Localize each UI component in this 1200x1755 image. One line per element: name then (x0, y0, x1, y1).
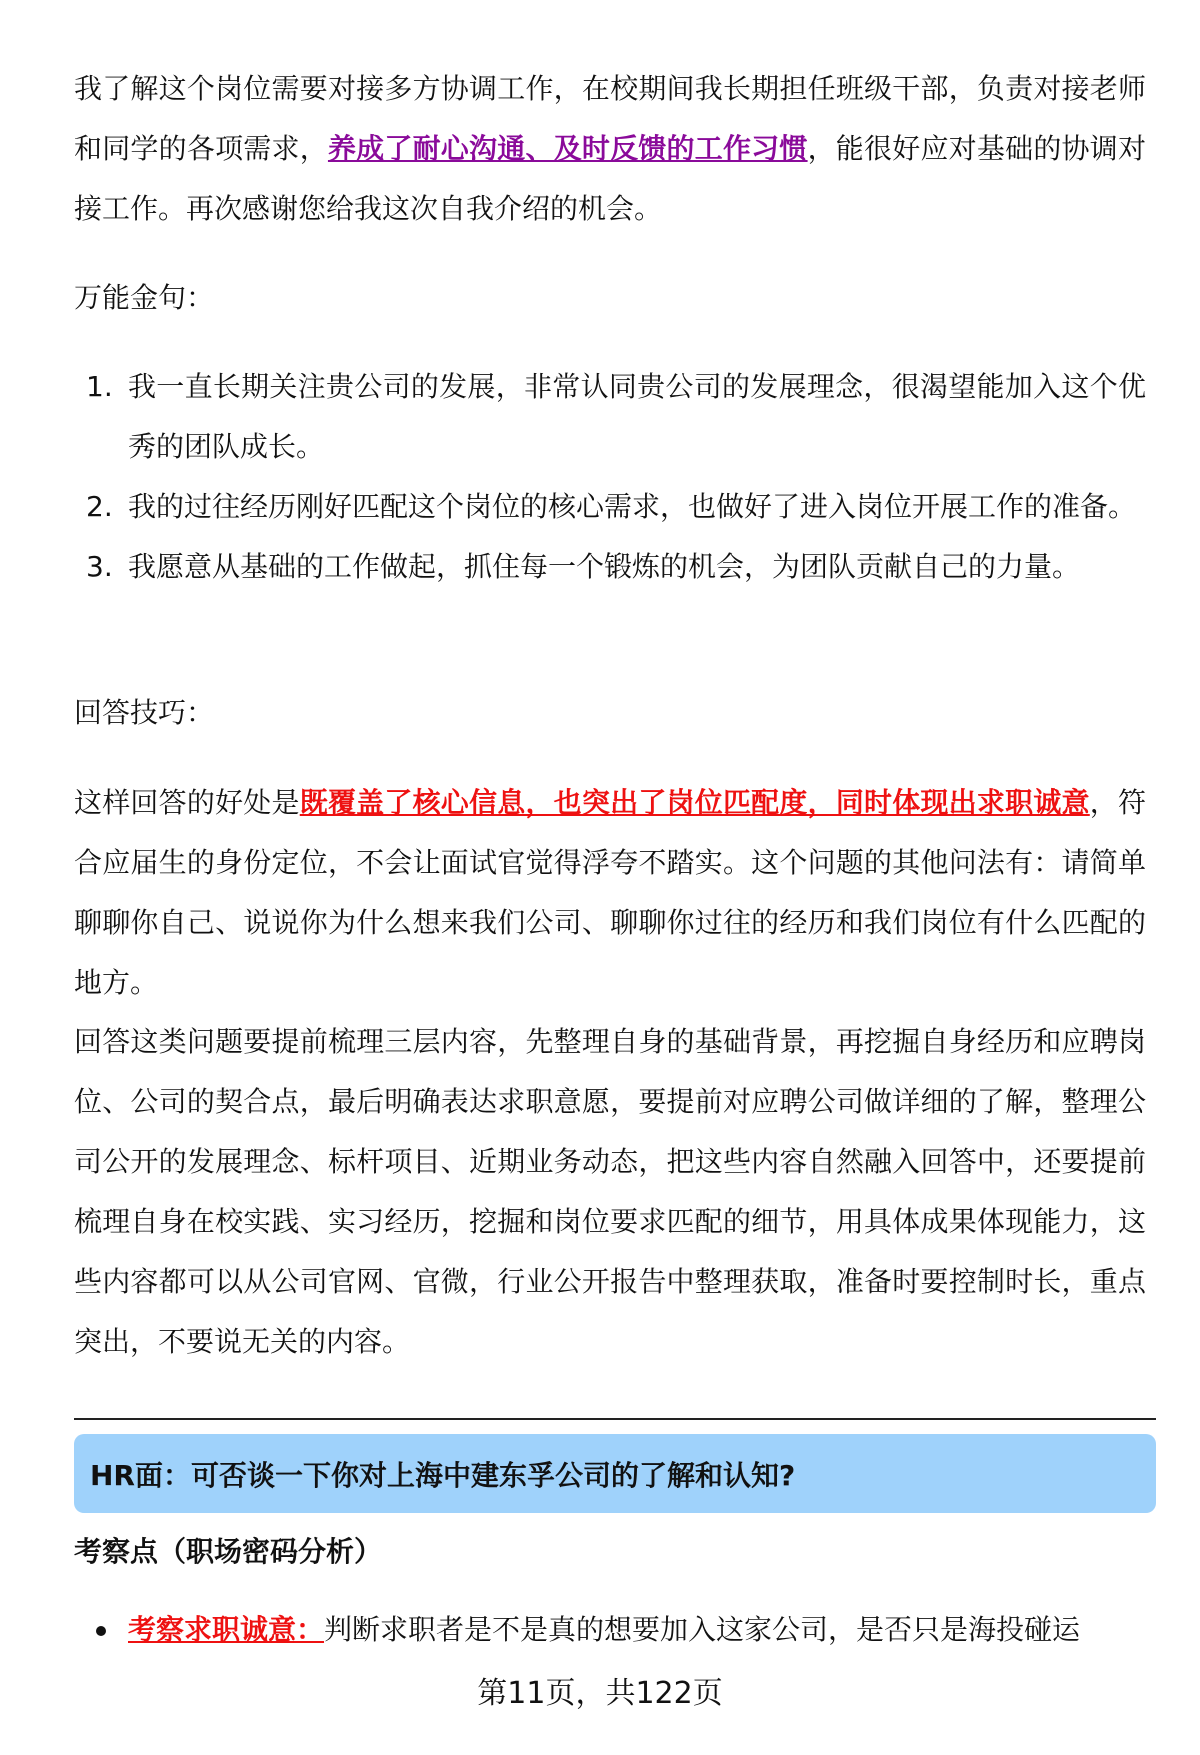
divider (74, 1418, 1156, 1420)
golden-list (74, 357, 1146, 597)
question-title: HR面：可否谈一下你对上海中建东孚公司的了解和认知? (90, 1458, 796, 1492)
tips-text-end: ，符合应届生的身份定位，不会让面试官觉得浮夸不踏实。这个问题的其他问法有：请简单聊聊你自己、说说你为什么想来我们公司、聊聊你过往的经历和我们岗位有什么匹配的地方。 (74, 786, 1146, 999)
list-text: 我一直长期关注贵公司的发展，非常认同贵公司的发展理念，很渴望能加入这个优秀的团队成长。 (128, 370, 1146, 463)
tips-paragraph (74, 773, 1146, 1013)
list-item (74, 357, 1146, 477)
list-text: 我的过往经历刚好匹配这个岗位的核心需求，也做好了进入岗位开展工作的准备。 (128, 490, 1137, 523)
list-text: 我愿意从基础的工作做起，抓住每一个锻炼的机会，为团队贡献自己的力量。 (128, 550, 1081, 583)
tips-text: 这样回答的好处是 (74, 786, 300, 819)
list-number: 1. (86, 370, 113, 403)
bullet-label: 考察求职诚意： (128, 1613, 325, 1646)
list-item (74, 477, 1146, 537)
list-number: 3. (86, 550, 113, 583)
bullet-text: 判断求职者是不是真的想要加入这家公司，是否只是海投碰运 (324, 1613, 1081, 1646)
golden-title: 万能金句： (74, 281, 215, 314)
intro-text: 我了解这个岗位需要对接多方协调工作，在校期间我长期担任班级干部，负责对接老师和同学的各项需求， (74, 72, 1146, 165)
bullet-dot-icon (96, 1626, 106, 1636)
tips-title: 回答技巧： (74, 696, 215, 729)
analysis-title: 考察点（职场密码分析） (74, 1535, 383, 1568)
page-number: 第11页，共122页 (477, 1676, 723, 1711)
list-item (74, 537, 1146, 597)
intro-paragraph (74, 59, 1146, 239)
list-number: 2. (86, 490, 113, 523)
tips-paragraph-2: 回答这类问题要提前梳理三层内容，先整理自身的基础背景，再挖掘自身经历和应聘岗位、公司的契合点，最后明确表达求职意愿，要提前对应聘公司做详细的了解，整理公司公开的发展理念、标杆项目、近期业务动态，把这些内容自然融入回答中，还要提前梳理自身在校实践、实习经历，挖掘和岗位要求匹配的细节，用具体成果体现能力，这些内容都可以从公司官网、官微，行业公开报告中整理获取，准备时要控制时长，重点突出，不要说无关的内容。 (74, 1025, 1146, 1358)
bullet-item (96, 1600, 1146, 1660)
question-box (74, 1434, 1156, 1513)
intro-text-end: ，能很好应对基础的协调对接工作。再次感谢您给我这次自我介绍的机会。 (74, 132, 1146, 225)
tips-highlight: 既覆盖了核心信息，也突出了岗位匹配度，同时体现出求职诚意 (299, 786, 1090, 819)
intro-highlight: 养成了耐心沟通、及时反馈的工作习惯 (327, 132, 808, 165)
